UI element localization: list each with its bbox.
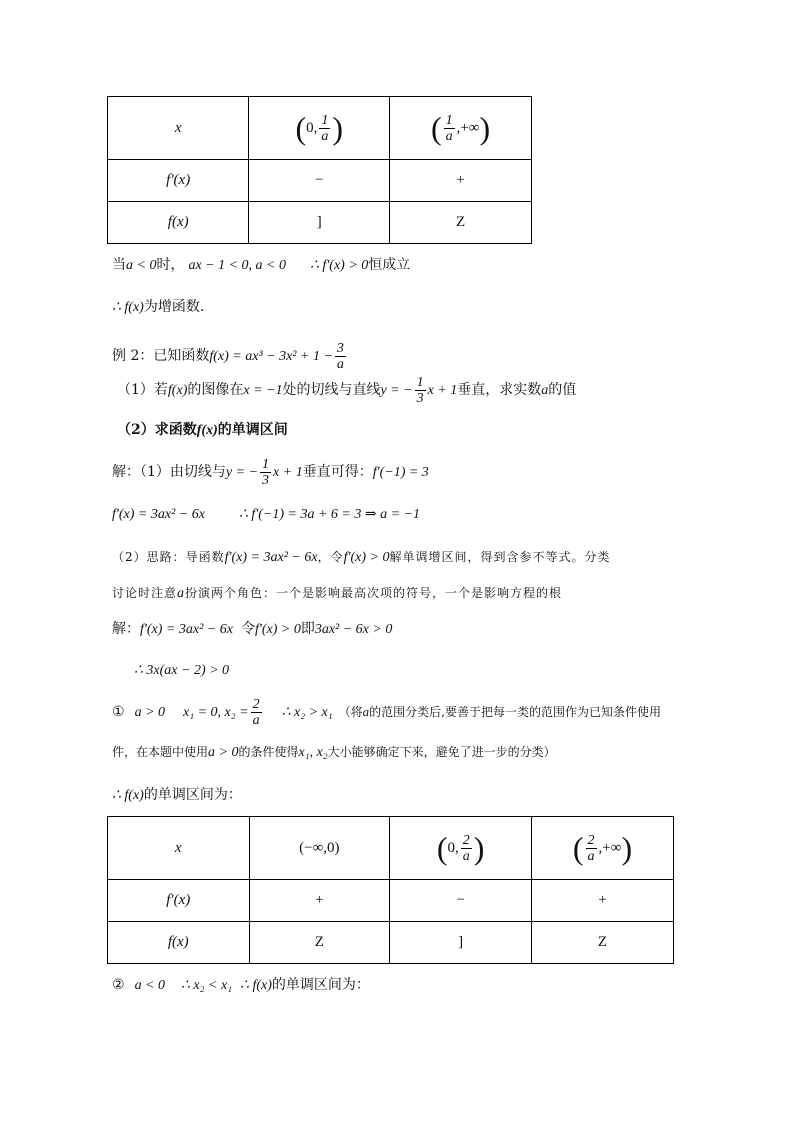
table1-interval-1: ( 0, $\frac{1}{a}$ )	[249, 97, 390, 160]
solution-1-line-1: 解：（1）由切线与y = − $\frac{1}{3}$ x + 1垂直可得：f'(−1) = 3	[112, 456, 429, 488]
case-1-line-1: ① a > 0 x₁ = 0, x₂ = $\frac{2}{a}$ ∴ x₂ > x₁ （将a的范围分类后,要善于把每一类的范围作为已知条件使用	[112, 696, 661, 728]
monotonicity-table-2	[107, 816, 674, 964]
thinking-note-line-2: 讨论时注意a扮演两个角色：一个是影响最高次项的符号，一个是影响方程的根	[112, 586, 563, 601]
solution-1-line-2: f'(x) = 3ax² − 6x ∴ f'(−1) = 3a + 6 = 3 ⇒ a = −1	[112, 507, 420, 522]
example-2-heading: 例 2：已知函数f(x) = ax³ − 3x² + 1 − $\frac{3}{a}$	[112, 340, 344, 372]
table2-f-label: f(x)	[108, 922, 250, 964]
thinking-note-line-1: （2）思路：导函数f'(x) = 3ax² − 6x，令f'(x) > 0解单调增区间，得到含参不等式。分类	[112, 550, 611, 565]
table2-f-cell-1: Z	[249, 922, 390, 964]
table1-f-cell-2: Z	[390, 202, 532, 244]
table1-fprime-cell-2: +	[390, 160, 532, 202]
table1-fprime-cell-1: −	[249, 160, 390, 202]
table1-fprime-label: f'(x)	[108, 160, 249, 202]
table1-x-header: x	[108, 97, 249, 160]
monotonicity-table-1	[107, 96, 532, 244]
table1-interval-2: ( $\frac{1}{a}$ ,+∞ )	[390, 97, 532, 160]
question-2: （2）求函数f(x)的单调区间	[117, 422, 288, 438]
question-1: （1）若f(x)的图像在x = −1处的切线与直线y = − $\frac{1}{3}$ x + 1垂直，求实数a的值	[117, 374, 577, 406]
table2-f-cell-3: Z	[532, 922, 674, 964]
table2-fprime-cell-2: −	[390, 880, 532, 922]
table2-fprime-cell-3: +	[532, 880, 674, 922]
solution-2-line-2: ∴ 3x(ax − 2) > 0	[134, 663, 230, 678]
case-1-intervals-caption: ∴ f(x)的单调区间为：	[112, 787, 242, 803]
table2-fprime-label: f'(x)	[108, 880, 250, 922]
line-increasing: ∴ f(x)为增函数.	[112, 299, 205, 315]
table2-interval-2: ( 0, $\frac{2}{a}$ )	[390, 817, 532, 880]
case-2-line: ② a < 0 ∴ x₂ < x₁ ∴ f(x)的单调区间为：	[112, 977, 370, 993]
table2-interval-1: (−∞,0)	[249, 817, 390, 880]
table2-interval-3: ( $\frac{2}{a}$ ,+∞ )	[532, 817, 674, 880]
line-a-negative: 当a < 0时， ax − 1 < 0, a < 0 ∴ f'(x) > 0恒成立	[112, 257, 411, 273]
table2-f-cell-2: ]	[390, 922, 532, 964]
table1-f-cell-1: ]	[249, 202, 390, 244]
table1-f-label: f(x)	[108, 202, 249, 244]
solution-2-line-1: 解：f'(x) = 3ax² − 6x 令f'(x) > 0即3ax² − 6x > 0	[112, 621, 393, 637]
table2-x-header: x	[108, 817, 250, 880]
case-1-line-2: 件，在本题中使用a > 0的条件使得x₁, x₂大小能够确定下来，避免了进一步的分类）	[112, 745, 556, 760]
table2-fprime-cell-1: +	[249, 880, 390, 922]
